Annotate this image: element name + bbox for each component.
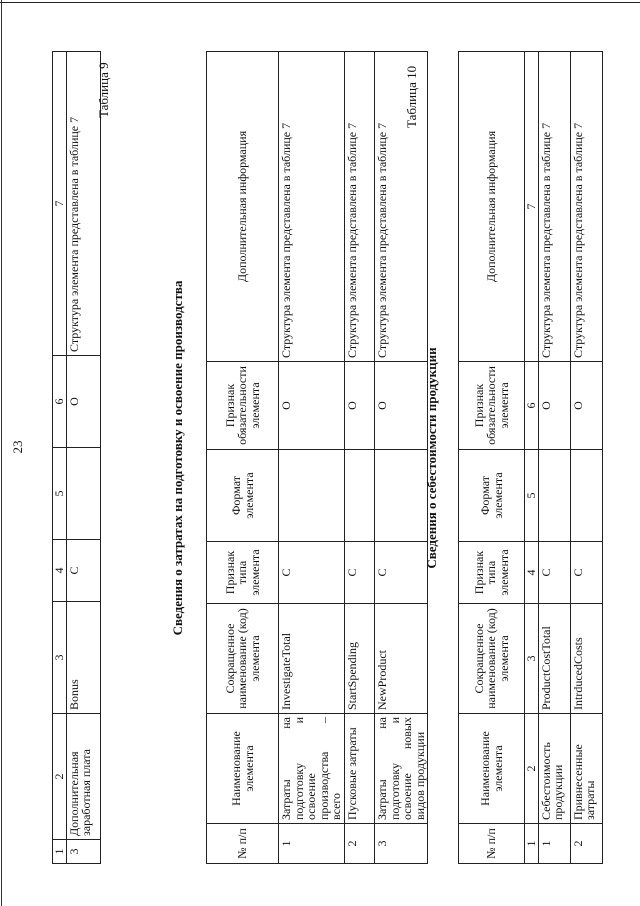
- element-code: InvestigateTotal: [279, 604, 345, 714]
- index-cell: 5: [525, 450, 539, 542]
- header-number: № п/п: [207, 824, 279, 864]
- header-required: Признак обязательности элемента: [459, 362, 525, 450]
- header-number: № п/п: [459, 824, 525, 864]
- table-9-title: Сведения о затратах на подготовку и освоение производства: [170, 280, 185, 636]
- column-index-row: [53, 52, 67, 864]
- index-cell: 4: [525, 542, 539, 604]
- page-number: 23: [10, 440, 25, 454]
- element-info: Структура элемента представлена в таблице 7: [66, 52, 100, 356]
- index-cell: 6: [525, 362, 539, 450]
- element-name: Дополнительная заработная плата: [66, 714, 100, 840]
- header-format: Формат элемента: [459, 450, 525, 542]
- element-format: [66, 448, 100, 540]
- header-code: Сокращенное наименование (код) элемента: [459, 604, 525, 714]
- table-header-row: [207, 52, 279, 864]
- table-row: [279, 52, 345, 864]
- element-format: [344, 450, 374, 542]
- element-format: [538, 450, 570, 542]
- element-code: StartSpending: [344, 604, 374, 714]
- header-code: Сокращенное наименование (код) элемента: [207, 604, 279, 714]
- element-type: С: [66, 540, 100, 602]
- index-cell: 2: [525, 714, 539, 824]
- element-info: Структура элемента представлена в таблице 7: [374, 52, 427, 362]
- table-header-row: [459, 52, 525, 864]
- header-type: Признак типа элемента: [207, 542, 279, 604]
- element-info: Структура элемента представлена в таблице 7: [570, 52, 602, 362]
- header-name: Наименование элемента: [459, 714, 525, 824]
- row-number: 2: [570, 824, 602, 864]
- element-name: Пусковые затраты: [344, 714, 374, 824]
- element-code: IntrducedCosts: [570, 604, 602, 714]
- table-row: [66, 52, 100, 864]
- table-10-title: Сведения о себестоимости продукции: [424, 347, 439, 569]
- element-info: Структура элемента представлена в таблице 7: [279, 52, 345, 362]
- table-10: [458, 51, 603, 864]
- table-row: [570, 52, 602, 864]
- row-number: 1: [538, 824, 570, 864]
- row-number: 1: [279, 824, 345, 864]
- element-code: Bonus: [66, 602, 100, 714]
- index-cell: 3: [53, 602, 67, 714]
- header-required: Признак обязательности элемента: [207, 362, 279, 450]
- element-name: Привнесенные затраты: [570, 714, 602, 824]
- index-cell: 3: [525, 604, 539, 714]
- element-required: О: [344, 362, 374, 450]
- element-type: С: [344, 542, 374, 604]
- table-10-caption: Таблица 10: [404, 65, 419, 128]
- element-type: С: [570, 542, 602, 604]
- index-cell: 7: [525, 52, 539, 362]
- element-format: [279, 450, 345, 542]
- header-info: Дополнительная информация: [459, 52, 525, 362]
- element-info: Структура элемента представлена в таблице 7: [538, 52, 570, 362]
- index-cell: 5: [53, 448, 67, 540]
- table-9: [206, 51, 428, 864]
- table-row: [374, 52, 427, 864]
- index-cell: 2: [53, 714, 67, 840]
- element-type: С: [538, 542, 570, 604]
- index-cell: 6: [53, 356, 67, 448]
- element-required: О: [66, 356, 100, 448]
- header-format: Формат элемента: [207, 450, 279, 542]
- row-number: 2: [344, 824, 374, 864]
- table-row: [538, 52, 570, 864]
- element-code: ProductCostTotal: [538, 604, 570, 714]
- column-index-row: [525, 52, 539, 864]
- element-required: О: [374, 362, 427, 450]
- row-number: 3: [374, 824, 427, 864]
- element-name: Затраты на подготовку и освоение новых видов продукции: [374, 714, 427, 824]
- element-type: С: [374, 542, 427, 604]
- element-type: С: [279, 542, 345, 604]
- row-number: 3: [66, 840, 100, 864]
- table-9-caption: Таблица 9: [96, 62, 111, 118]
- element-code: NewProduct: [374, 604, 427, 714]
- index-cell: 7: [53, 52, 67, 356]
- element-info: Структура элемента представлена в таблице 7: [344, 52, 374, 362]
- index-cell: 1: [525, 824, 539, 864]
- element-required: О: [279, 362, 345, 450]
- continued-table: [52, 51, 101, 864]
- element-format: [570, 450, 602, 542]
- element-format: [374, 450, 427, 542]
- table-row: [344, 52, 374, 864]
- index-cell: 1: [53, 840, 67, 864]
- header-name: Наименование элемента: [207, 714, 279, 824]
- element-required: О: [538, 362, 570, 450]
- element-required: О: [570, 362, 602, 450]
- index-cell: 4: [53, 540, 67, 602]
- header-info: Дополнительная информация: [207, 52, 279, 362]
- element-name: Затраты на подготовку и освоение производства – всего: [279, 714, 345, 824]
- header-type: Признак типа элемента: [459, 542, 525, 604]
- element-name: Себестоимость продукции: [538, 714, 570, 824]
